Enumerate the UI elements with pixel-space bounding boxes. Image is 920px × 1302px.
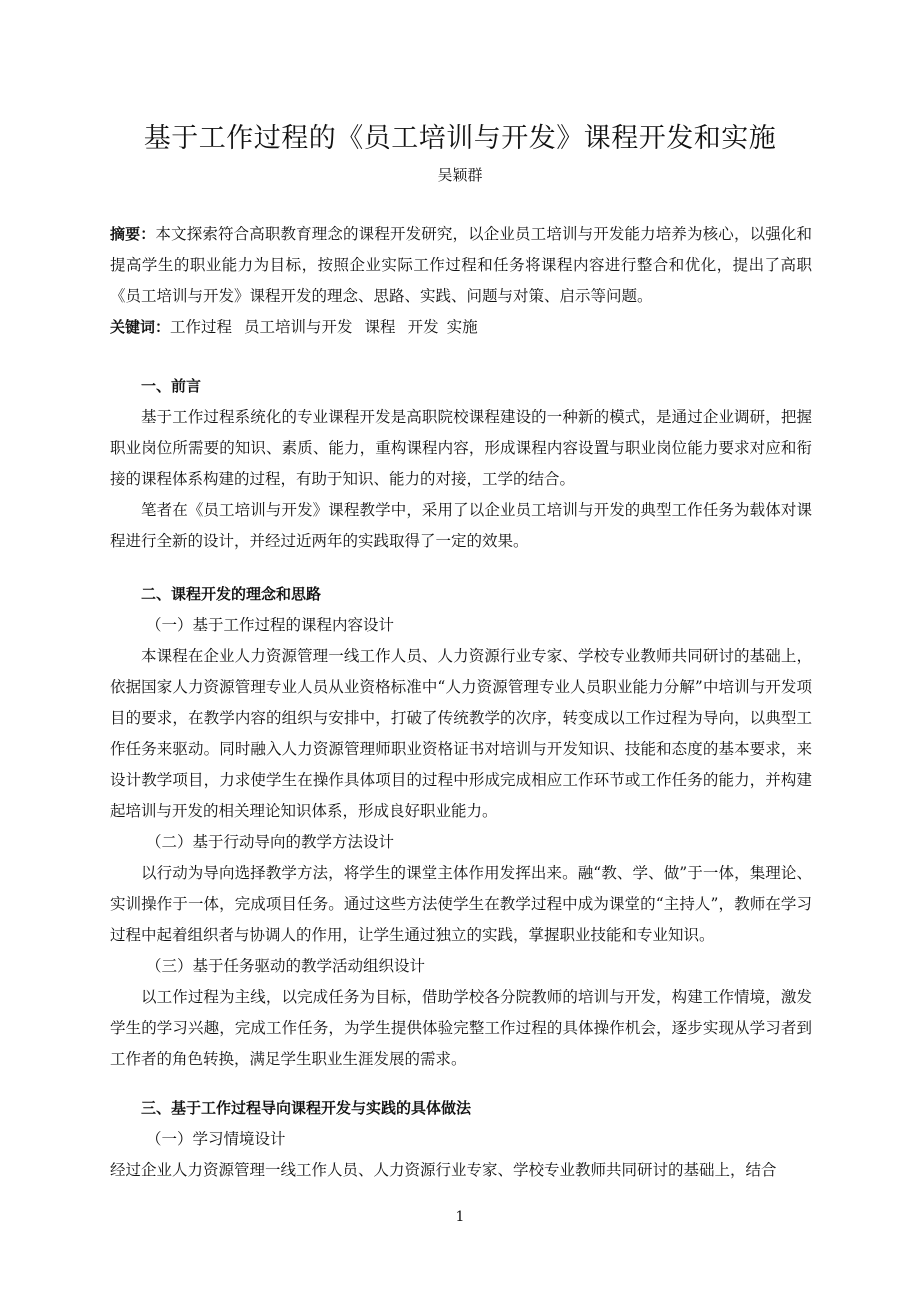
paragraph: 基于工作过程系统化的专业课程开发是高职院校课程建设的一种新的模式，是通过企业调研，把握职业岗位所需要的知识、素质、能力，重构课程内容，形成课程内容设置与职业岗位能力要求对应和衔接的课程体系构建的过程，有助于知识、能力的对接，工学的结合。 — [110, 408, 812, 488]
paragraph: 本课程在企业人力资源管理一线工作人员、人力资源行业专家、学校专业教师共同研讨的基础上，依据国家人力资源管理专业人员从业资格标准中“人力资源管理专业人员职业能力分解”中培训与开发项目的要求，在教学内容的组织与安排中，打破了传统教学的次序，转变成以工作过程为导向，以典型工作任务来驱动。同时融入人力资源管理师职业资格证书对培训与开发知识、技能和态度的基本要求，来设计教学项目，力求使学生在操作具体项目的过程中形成完成相应工作环节或工作任务的能力，并构建起培训与开发的相关理论知识体系，形成良好职业能力。 — [110, 647, 812, 820]
subsection-heading: （二）基于行动导向的教学方法设计 — [146, 833, 395, 851]
paragraph: 以行动为导向选择教学方法，将学生的课堂主体作用发挥出来。融“教、学、做”于一体，集理论、实训操作于一体，完成项目任务。通过这些方法使学生在教学过程中成为课堂的“主持人”，教师在学习过程中起着组织者与协调人的作用，让学生通过独立的实践，掌握职业技能和专业知识。 — [110, 864, 812, 944]
subsection-heading: （一）学习情境设计 — [146, 1130, 286, 1148]
abstract — [110, 219, 812, 312]
paragraph: 经过企业人力资源管理一线工作人员、人力资源行业专家、学校专业教师共同研讨的基础上，结合 — [110, 1161, 777, 1179]
subsection-heading: （三）基于任务驱动的教学活动组织设计 — [146, 957, 426, 975]
keywords-label: 关键词： — [110, 318, 171, 336]
document-title: 基于工作过程的《员工培训与开发》课程开发和实施 — [143, 123, 777, 154]
keyword: 员工培训与开发 — [244, 318, 353, 336]
keyword: 工作过程 — [170, 318, 233, 336]
keyword: 开发 — [407, 318, 439, 336]
subsection-heading: （一）基于工作过程的课程内容设计 — [146, 616, 395, 634]
section-heading: 一、前言 — [141, 377, 202, 395]
section-3 — [110, 1093, 812, 1186]
keyword: 课程 — [364, 318, 396, 336]
paragraph: 笔者在《员工培训与开发》课程教学中，采用了以企业员工培训与开发的典型工作任务为载体对课程进行全新的设计，并经过近两年的实践取得了一定的效果。 — [110, 501, 812, 550]
section-heading: 三、基于工作过程导向课程开发与实践的具体做法 — [141, 1099, 472, 1117]
section-2 — [110, 579, 812, 1075]
keywords — [110, 312, 812, 343]
section-heading: 二、课程开发的理念和思路 — [141, 585, 322, 603]
paragraph: 以工作过程为主线，以完成任务为目标，借助学校各分院教师的培训与开发，构建工作情境，激发学生的学习兴趣，完成工作任务，为学生提供体验完整工作过程的具体操作机会，逐步实现从学习者到工作者的角色转换，满足学生职业生涯发展的需求。 — [110, 988, 812, 1068]
section-1 — [110, 371, 812, 557]
keyword: 实施 — [446, 318, 478, 336]
author-name: 吴颖群 — [437, 166, 483, 184]
page-number: 1 — [455, 1209, 465, 1225]
abstract-block — [110, 219, 812, 343]
abstract-label: 摘要： — [110, 225, 156, 243]
abstract-text: 本文探索符合高职教育理念的课程开发研究，以企业员工培训与开发能力培养为核心，以强化和提高学生的职业能力为目标，按照企业实际工作过程和任务将课程内容进行整合和优化，提出了高职《员工培训与开发》课程开发的理念、思路、实践、问题与对策、启示等问题。 — [110, 225, 812, 305]
